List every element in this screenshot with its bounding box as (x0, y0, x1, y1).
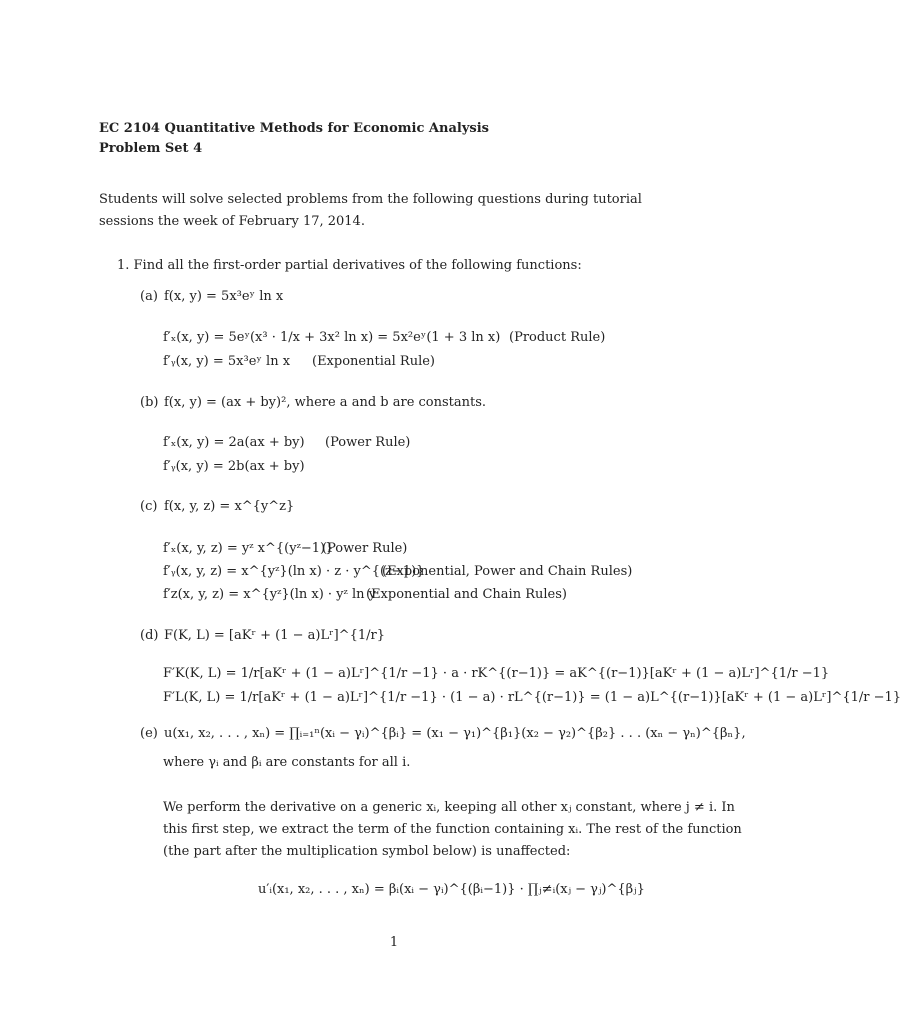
part-b-rule-1: (Power Rule) (325, 435, 411, 450)
part-c-label: (c) (140, 499, 158, 514)
part-e-function: (e) u(x₁, x₂, . . . , xₙ) = ∏ᵢ₌₁ⁿ(xᵢ − γᵢ)^{βᵢ} = (x₁ − γ₁)^{β₁}(x₂ − γ₂)^{β₂} . . . (xₙ − γₙ)^{βₙ}, (140, 726, 746, 741)
part-a-rule-2: (Exponential Rule) (312, 354, 435, 369)
part-b-derivative-y: f′ᵧ(x, y) = 2b(ax + by) (163, 459, 305, 474)
part-c-function: (c) f(x, y, z) = x^{y^z} (140, 499, 295, 514)
part-a-label: (a) (140, 289, 158, 304)
part-b-function: (b) f(x, y) = (ax + by)², where a and b are constants. (140, 395, 487, 410)
part-d-derivative-k: F′K(K, L) = 1/r[aKʳ + (1 − a)Lʳ]^{1/r −1} · a · rK^{(r−1)} = aK^{(r−1)}[aKʳ + (1 − a)Lʳ]^{1/r −1} (163, 666, 830, 681)
part-e-constants-text: where γᵢ and βᵢ are constants for all i. (163, 755, 411, 770)
part-a-rule-1: (Product Rule) (509, 330, 606, 345)
part-c-rule-1: (Power Rule) (322, 541, 408, 556)
part-c-derivative-x: f′ₓ(x, y, z) = yᶻ x^{(yᶻ−1)} (163, 541, 334, 556)
part-b-label: (b) (140, 395, 159, 410)
part-a-function: (a) f(x, y) = 5x³eʸ ln x (140, 289, 284, 304)
part-e-result: u′ᵢ(x₁, x₂, . . . , xₙ) = βᵢ(xᵢ − γᵢ)^{(βᵢ−1)} · ∏ⱼ≠ᵢ(xⱼ − γⱼ)^{βⱼ} (258, 882, 645, 897)
part-c-derivative-z: f′z(x, y, z) = x^{yᶻ}(ln x) · yᶻ ln y (163, 587, 376, 602)
part-e-label: (e) (140, 726, 158, 741)
part-c-derivative-y: f′ᵧ(x, y, z) = x^{yᶻ}(ln x) · z · y^{(z−1)} (163, 564, 425, 579)
title-line-2: Problem Set 4 (99, 141, 203, 156)
intro-text: Students will solve selected problems from the following questions during tutorial sessions the week of February 17, 2014. (99, 192, 642, 229)
part-d-derivative-l: F′L(K, L) = 1/r[aKʳ + (1 − a)Lʳ]^{1/r −1} · (1 − a) · rL^{(r−1)} = (1 − a)L^{(r−1)}[aKʳ + (1 − a)Lʳ]^{1/r −1} (163, 690, 901, 705)
part-e-paragraph: We perform the derivative on a generic xᵢ, keeping all other xⱼ constant, where j ≠ i. In this first step, we extract the term of the function containing xᵢ. The rest of the function (the part after the multiplication symbol below) is unaffected: (163, 800, 742, 859)
part-b-derivative-x: f′ₓ(x, y) = 2a(ax + by) (163, 435, 305, 450)
page-number: 1 (389, 935, 399, 950)
part-d-function: (d) F(K, L) = [aKʳ + (1 − a)Lʳ]^{1/r} (140, 628, 385, 643)
part-c-rule-3: (Exponential and Chain Rules) (366, 587, 567, 602)
question-1-prompt: 1. Find all the first-order partial derivatives of the following functions: (117, 258, 582, 273)
part-c-rule-2: (Exponential, Power and Chain Rules) (382, 564, 633, 579)
part-a-derivative-y: f′ᵧ(x, y) = 5x³eʸ ln x (163, 354, 291, 369)
part-d-label: (d) (140, 628, 159, 643)
title-line-1: EC 2104 Quantitative Methods for Economic Analysis (99, 121, 489, 136)
part-a-derivative-x: f′ₓ(x, y) = 5eʸ(x³ · 1/x + 3x² ln x) = 5x²eʸ(1 + 3 ln x) (163, 330, 501, 345)
